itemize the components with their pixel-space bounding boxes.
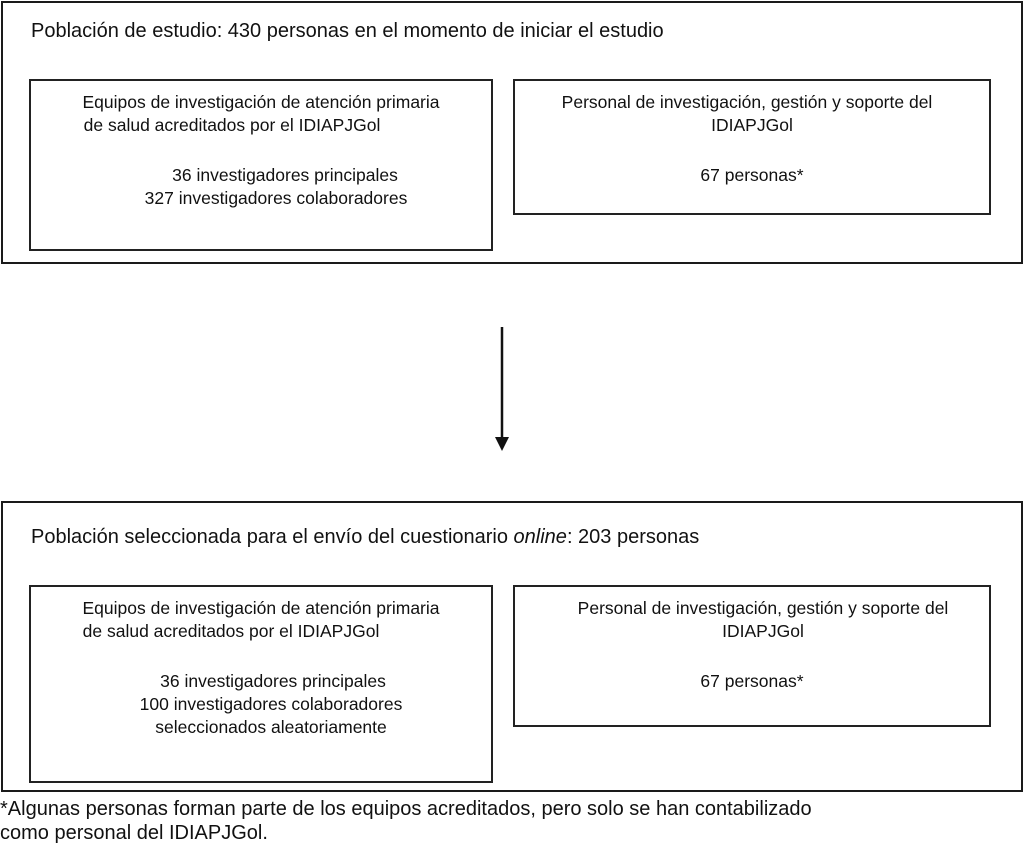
staff-counts: [515, 164, 989, 187]
principal-investigators-count: 36 investigadores principales: [160, 671, 386, 691]
down-arrow-icon: [491, 327, 513, 453]
accredited-teams-counts: [31, 164, 491, 210]
heading-line: Equipos de investigación de atención primaria: [82, 92, 440, 112]
title-italic: online: [513, 526, 567, 548]
title-suffix: : 203 personas: [566, 526, 700, 548]
principal-investigators-count: 36 investigadores principales: [172, 165, 398, 185]
staff-count: 67 personas*: [700, 165, 804, 185]
heading-line: de salud acreditados por el IDIAPJGol: [83, 115, 381, 135]
collaborating-investigators-count: 100 investigadores colaboradores: [139, 694, 403, 714]
selected-population-box: [1, 501, 1023, 792]
collaborating-investigators-count: 327 investigadores colaboradores: [144, 188, 408, 208]
accredited-teams-heading: [31, 81, 491, 137]
study-population-box: [1, 1, 1023, 264]
selected-staff-counts: [515, 670, 989, 693]
selected-population-title: [31, 525, 699, 549]
arrow-head: [495, 437, 509, 451]
heading-line: Equipos de investigación de atención primaria: [82, 598, 440, 618]
heading-line: Personal de investigación, gestión y soporte del: [561, 92, 933, 112]
staff-heading: [515, 81, 989, 137]
selected-teams-counts: [31, 670, 491, 739]
selected-teams-heading: [31, 587, 491, 643]
selected-staff-heading: [515, 587, 989, 643]
accredited-teams-box: [29, 79, 493, 251]
selected-accredited-teams-box: [29, 585, 493, 783]
heading-line: de salud acreditados por el IDIAPJGol: [82, 621, 380, 641]
heading-line: Personal de investigación, gestión y soporte del: [577, 598, 949, 618]
footnote-line: *Algunas personas forman parte de los equipos acreditados, pero solo se han contabilizado: [0, 798, 812, 820]
footnote-line: como personal del IDIAPJGol.: [0, 822, 268, 844]
footnote: [0, 797, 812, 845]
selection-note: seleccionados aleatoriamente: [155, 717, 387, 737]
heading-line: IDIAPJGol: [722, 621, 804, 641]
selected-staff-box: [513, 585, 991, 727]
staff-box: [513, 79, 991, 215]
title-prefix: Población seleccionada para el envío del cuestionario: [31, 526, 514, 548]
study-population-title: Población de estudio: 430 personas en el momento de iniciar el estudio: [31, 20, 664, 42]
staff-count: 67 personas*: [700, 671, 804, 691]
heading-line: IDIAPJGol: [711, 115, 793, 135]
